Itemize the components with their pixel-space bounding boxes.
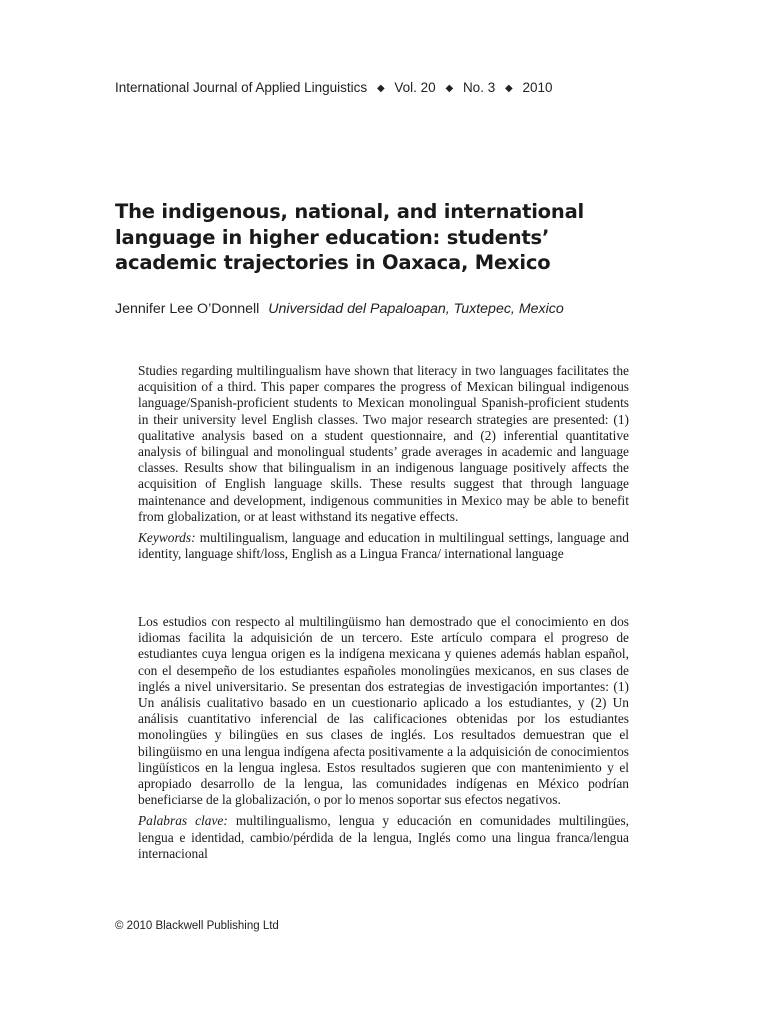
author-name: Jennifer Lee O’Donnell <box>115 301 260 317</box>
abstract-spanish-text: Los estudios con respecto al multilingüismo han demostrado que el conocimiento en dos idiomas facilita la adquisición de un tercero. Este artículo compara el progreso de estudiantes cuya lengua origen es la indígena mexicana y quienes además hablan español, con el desempeño de los estudiantes españoles monolingües mexicanos, en sus clases de inglés a nivel universitario. Se presentan dos estrategias de investigación importantes: (1) Un análisis cualitativo basado en un cuestionario aplicado a los estudiantes, y (2) Un análisis cuantitativo inferencial de las calificaciones obtenidas por los estudiantes monolingües y bilingües en sus clases de inglés. Los resultados demuestran que el bilingüismo en una lengua indígena afecta positivamente a la adquisición de conocimientos lingüísticos en la lengua inglesa. Estos resultados sugieren que con mantenimiento y el apropiado desarrollo de la lengua, las comunidades indígenas en México podrían beneficiarse de la globalización, o por lo menos soportar sus efectos negativos. <box>138 614 629 808</box>
journal-name: International Journal of Applied Linguistics <box>115 80 368 95</box>
keywords-english <box>138 530 629 562</box>
author-affiliation: Universidad del Papaloapan, Tuxtepec, Mexico <box>268 301 564 317</box>
diamond-separator-icon: ◆ <box>445 83 454 94</box>
journal-year: 2010 <box>522 80 553 95</box>
abstract-spanish <box>138 614 629 862</box>
journal-volume: Vol. 20 <box>394 80 436 95</box>
diamond-separator-icon: ◆ <box>504 83 513 94</box>
keywords-spanish <box>138 813 629 862</box>
article-title: The indigenous, national, and international language in higher education: students’ academic trajectories in Oaxaca, Mexico <box>115 200 585 274</box>
journal-header <box>115 80 675 95</box>
byline <box>115 301 675 317</box>
abstract-english <box>138 363 629 562</box>
copyright-notice: © 2010 Blackwell Publishing Ltd <box>115 920 279 932</box>
abstract-english-text: Studies regarding multilingualism have shown that literacy in two languages facilitates the acquisition of a third. This paper compares the progress of Mexican bilingual indigenous language/Spanish-proficient students to Mexican monolingual Spanish-proficient students in their university level English classes. Two major research strategies are presented: (1) qualitative analysis based on a student questionnaire, and (2) inferential quantitative analysis of bilingual and monolingual students’ grade averages in academic and language classes. Results show that bilingualism in an indigenous language positively affects the acquisition of English language skills. These results suggest that through language maintenance and development, indigenous communities in Mexico may be able to benefit from globalization, or at least withstand its negative effects. <box>138 363 629 524</box>
palabras-clave-label: Palabras clave: <box>138 813 228 829</box>
diamond-separator-icon: ◆ <box>376 83 385 94</box>
journal-number: No. 3 <box>462 80 496 95</box>
keywords-list: multilingualism, language and education in multilingual settings, language and identity, language shift/loss, English as a Lingua Franca/ international language <box>138 530 629 562</box>
keywords-label: Keywords: <box>138 530 196 546</box>
palabras-clave-list: multilingualismo, lengua y educación en comunidades multilingües, lengua e identidad, cambio/pérdida de la lengua, Inglés como una lingua franca/lengua internacional <box>138 813 630 861</box>
